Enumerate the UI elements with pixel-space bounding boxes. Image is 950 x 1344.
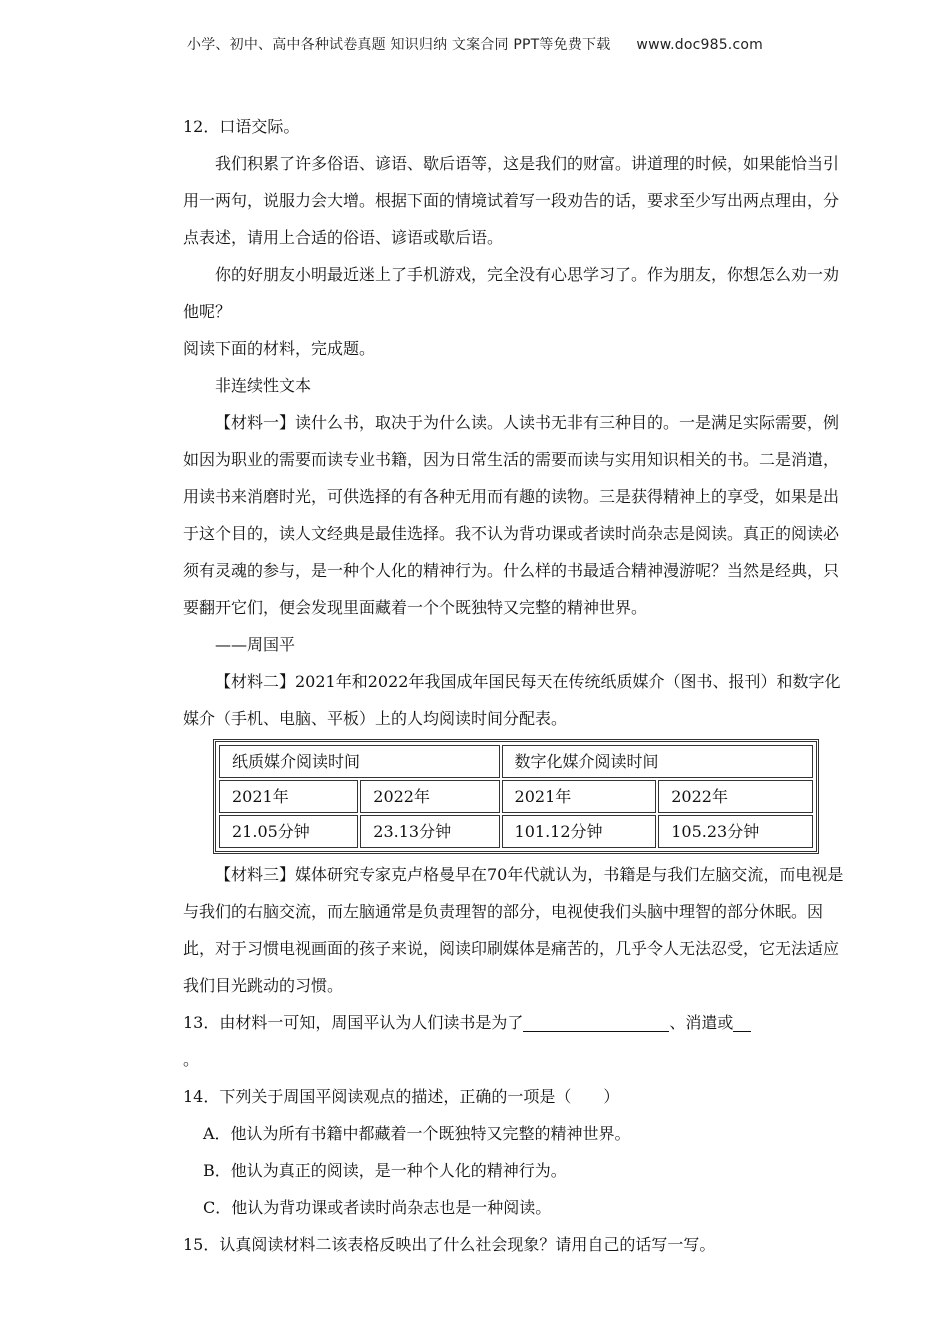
material-3: 【材料三】媒体研究专家克卢格曼早在70年代就认为，书籍是与我们左脑交流，而电视是与我们的右脑交流，而左脑通常是负责理智的部分，电视使我们头脑中理智的部分休眠。因此，对于习惯电视画面的孩子来说，阅读印刷媒体是痛苦的，几乎令人无法忍受，它无法适应我们目光跳动的习惯。 — [183, 865, 844, 995]
header-text: 小学、初中、高中各种试卷真题 知识归纳 文案合同 PPT等免费下载 — [187, 37, 611, 53]
option-c[interactable]: C．他认为背功课或者读时尚杂志也是一种阅读。 — [203, 1198, 552, 1217]
table-cell-value: 105.23分钟 — [658, 815, 813, 848]
table-cell-year: 2022年 — [360, 780, 499, 813]
table-header-paper: 纸质媒介阅读时间 — [219, 745, 500, 778]
answer-blank-2[interactable] — [733, 1009, 751, 1032]
page-header — [0, 34, 950, 54]
document-body — [183, 108, 853, 1263]
reading-subtitle: 非连续性文本 — [215, 376, 312, 395]
table-value-row — [219, 815, 813, 848]
option-a[interactable]: A．他认为所有书籍中都藏着一个既独特又完整的精神世界。 — [203, 1124, 631, 1143]
answer-blank-1[interactable] — [523, 1009, 669, 1032]
table-header-row — [219, 745, 813, 778]
material-1: 【材料一】读什么书，取决于为什么读。人读书无非有三种目的。一是满足实际需要，例如因为职业的需要而读专业书籍，因为日常生活的需要而读与实用知识相关的书。二是消遣，用读书来消磨时光，可供选择的有各种无用而有趣的读物。三是获得精神上的享受，如果是出于这个目的，读人文经典是最佳选择。我不认为背功课或者读时尚杂志是阅读。真正的阅读必须有灵魂的参与，是一种个人化的精神行为。什么样的书最适合精神漫游呢？当然是经典，只要翻开它们，便会发现里面藏着一个个既独特又完整的精神世界。 — [183, 413, 840, 617]
question-13 — [183, 1004, 853, 1078]
question-13-text: 13．由材料一可知，周国平认为人们读书是为了 — [183, 1013, 524, 1032]
table-cell-value: 23.13分钟 — [360, 815, 499, 848]
reading-time-table-grid — [217, 743, 815, 850]
table-year-row — [219, 780, 813, 813]
table-cell-year: 2022年 — [658, 780, 813, 813]
reading-time-table — [213, 739, 819, 854]
table-header-digital: 数字化媒介阅读时间 — [502, 745, 813, 778]
header-site: www.doc985.com — [636, 37, 763, 53]
table-cell-year: 2021年 — [502, 780, 657, 813]
question-15: 15．认真阅读材料二该表格反映出了什么社会现象？请用自己的话写一写。 — [183, 1235, 716, 1254]
reading-intro: 阅读下面的材料，完成题。 — [183, 339, 376, 358]
question-12-title: 12．口语交际。 — [183, 117, 300, 136]
material-1-author: ——周国平 — [215, 635, 296, 654]
question-12-paragraph-1: 我们积累了许多俗语、谚语、歇后语等，这是我们的财富。讲道理的时候，如果能恰当引用一两句，说服力会大增。根据下面的情境试着写一段劝告的话，要求至少写出两点理由，分点表述，请用上合适的俗语、谚语或歇后语。 — [183, 154, 840, 247]
question-12-paragraph-2: 你的好朋友小明最近迷上了手机游戏，完全没有心思学习了。作为朋友，你想怎么劝一劝他呢？ — [183, 265, 840, 321]
table-cell-value: 21.05分钟 — [219, 815, 358, 848]
option-b[interactable]: B．他认为真正的阅读，是一种个人化的精神行为。 — [203, 1161, 567, 1180]
table-cell-value: 101.12分钟 — [502, 815, 657, 848]
material-2: 【材料二】2021年和2022年我国成年国民每天在传统纸质媒介（图书、报刊）和数字化媒介（手机、电脑、平板）上的人均阅读时间分配表。 — [183, 672, 841, 728]
question-13-middle: 、消遣或 — [669, 1013, 734, 1032]
question-13-end: 。 — [183, 1050, 200, 1069]
question-14: 14．下列关于周国平阅读观点的描述，正确的一项是（ ） — [183, 1087, 620, 1106]
table-cell-year: 2021年 — [219, 780, 358, 813]
